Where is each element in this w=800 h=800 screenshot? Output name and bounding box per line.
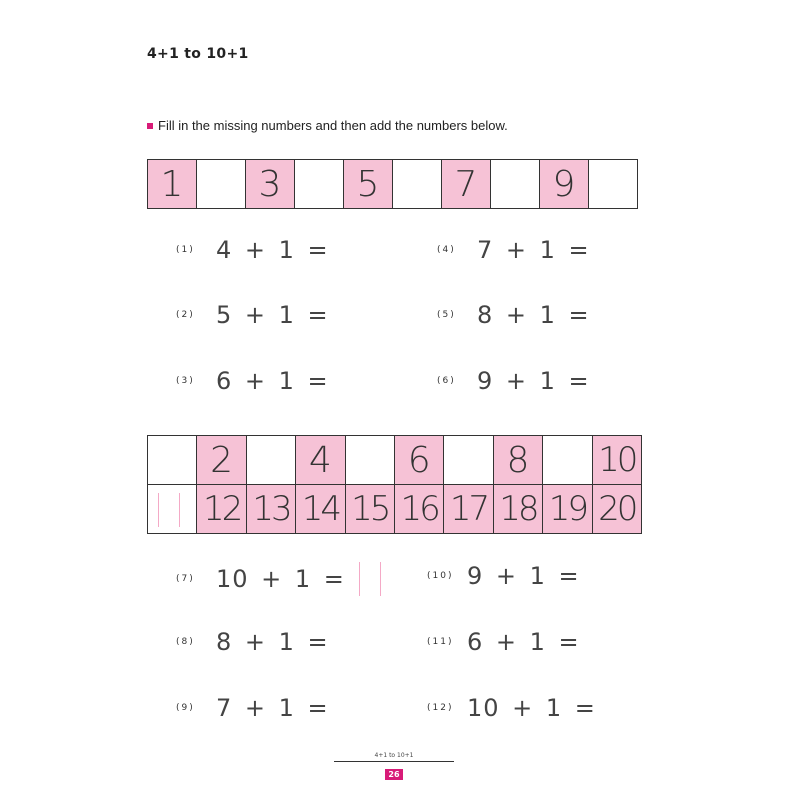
number-cell: 15 — [346, 485, 395, 534]
page-number: 26 — [385, 769, 402, 780]
problem-number: (12) — [427, 703, 454, 713]
problem-expression: 4 + 1 = — [216, 236, 329, 264]
problem-2 — [176, 301, 329, 329]
instruction — [147, 118, 508, 133]
problem-5 — [437, 301, 590, 329]
problem-expression: 7 + 1 = — [477, 236, 590, 264]
blank-cell[interactable] — [148, 436, 197, 485]
problem-expression: 7 + 1 = — [216, 694, 329, 722]
problem-9 — [176, 694, 329, 722]
problem-11 — [427, 628, 580, 656]
problem-number: (8) — [176, 637, 195, 647]
problem-6 — [437, 367, 590, 395]
number-cell: 14 — [296, 485, 345, 534]
number-cell: 17 — [444, 485, 493, 534]
blank-cell[interactable] — [589, 160, 638, 209]
number-strip-1-to-20 — [147, 435, 642, 534]
problem-12 — [427, 694, 596, 722]
blank-cell[interactable] — [444, 436, 493, 485]
answer-trace-guide[interactable] — [359, 562, 381, 596]
blank-cell[interactable] — [346, 436, 395, 485]
problem-number: (9) — [176, 703, 195, 713]
problem-expression: 6 + 1 = — [216, 367, 329, 395]
blank-cell[interactable] — [197, 160, 246, 209]
problem-number: (1) — [176, 245, 195, 255]
footer-label: 4+1 to 10+1 — [374, 752, 414, 759]
number-cell: 4 — [296, 436, 345, 485]
problem-expression: 5 + 1 = — [216, 301, 329, 329]
blank-cell[interactable] — [543, 436, 592, 485]
problem-expression: 6 + 1 = — [467, 628, 580, 656]
number-cell: 16 — [395, 485, 444, 534]
instruction-text: Fill in the missing numbers and then add the numbers below. — [158, 118, 508, 133]
blank-cell[interactable] — [295, 160, 344, 209]
footer-divider — [334, 761, 454, 762]
problem-expression: 9 + 1 = — [467, 562, 580, 590]
problem-8 — [176, 628, 329, 656]
problem-number: (5) — [437, 310, 456, 320]
page-title: 4+1 to 10+1 — [147, 46, 249, 62]
number-cell: 19 — [543, 485, 592, 534]
blank-cell[interactable] — [247, 436, 296, 485]
problem-1 — [176, 236, 329, 264]
number-strip-1-to-10 — [147, 159, 638, 209]
blank-cell[interactable] — [393, 160, 442, 209]
problem-number: (2) — [176, 310, 195, 320]
number-cell: 13 — [247, 485, 296, 534]
trace-guide — [158, 493, 180, 527]
problem-expression: 10 + 1 = — [216, 565, 345, 593]
footer — [334, 752, 454, 781]
problem-number: (4) — [437, 245, 456, 255]
number-cell: 7 — [442, 160, 491, 209]
number-cell: 12 — [197, 485, 246, 534]
number-cell: 3 — [246, 160, 295, 209]
blank-cell[interactable] — [491, 160, 540, 209]
number-cell: 9 — [540, 160, 589, 209]
problem-3 — [176, 367, 329, 395]
number-cell: 10 — [593, 436, 642, 485]
problem-expression: 10 + 1 = — [467, 694, 596, 722]
number-cell: 8 — [494, 436, 543, 485]
problem-4 — [437, 236, 590, 264]
bullet-square-icon — [147, 123, 153, 129]
problem-7 — [176, 562, 381, 596]
blank-cell[interactable] — [148, 485, 197, 534]
number-cell: 20 — [593, 485, 642, 534]
number-cell: 5 — [344, 160, 393, 209]
problem-number: (7) — [176, 574, 195, 584]
problem-expression: 9 + 1 = — [477, 367, 590, 395]
problem-number: (11) — [427, 637, 454, 647]
number-cell: 18 — [494, 485, 543, 534]
problem-number: (3) — [176, 376, 195, 386]
problem-expression: 8 + 1 = — [477, 301, 590, 329]
number-cell: 6 — [395, 436, 444, 485]
problem-expression: 8 + 1 = — [216, 628, 329, 656]
problem-number: (10) — [427, 571, 454, 581]
problem-10 — [427, 562, 580, 590]
number-cell: 2 — [197, 436, 246, 485]
problem-number: (6) — [437, 376, 456, 386]
number-cell: 1 — [148, 160, 197, 209]
